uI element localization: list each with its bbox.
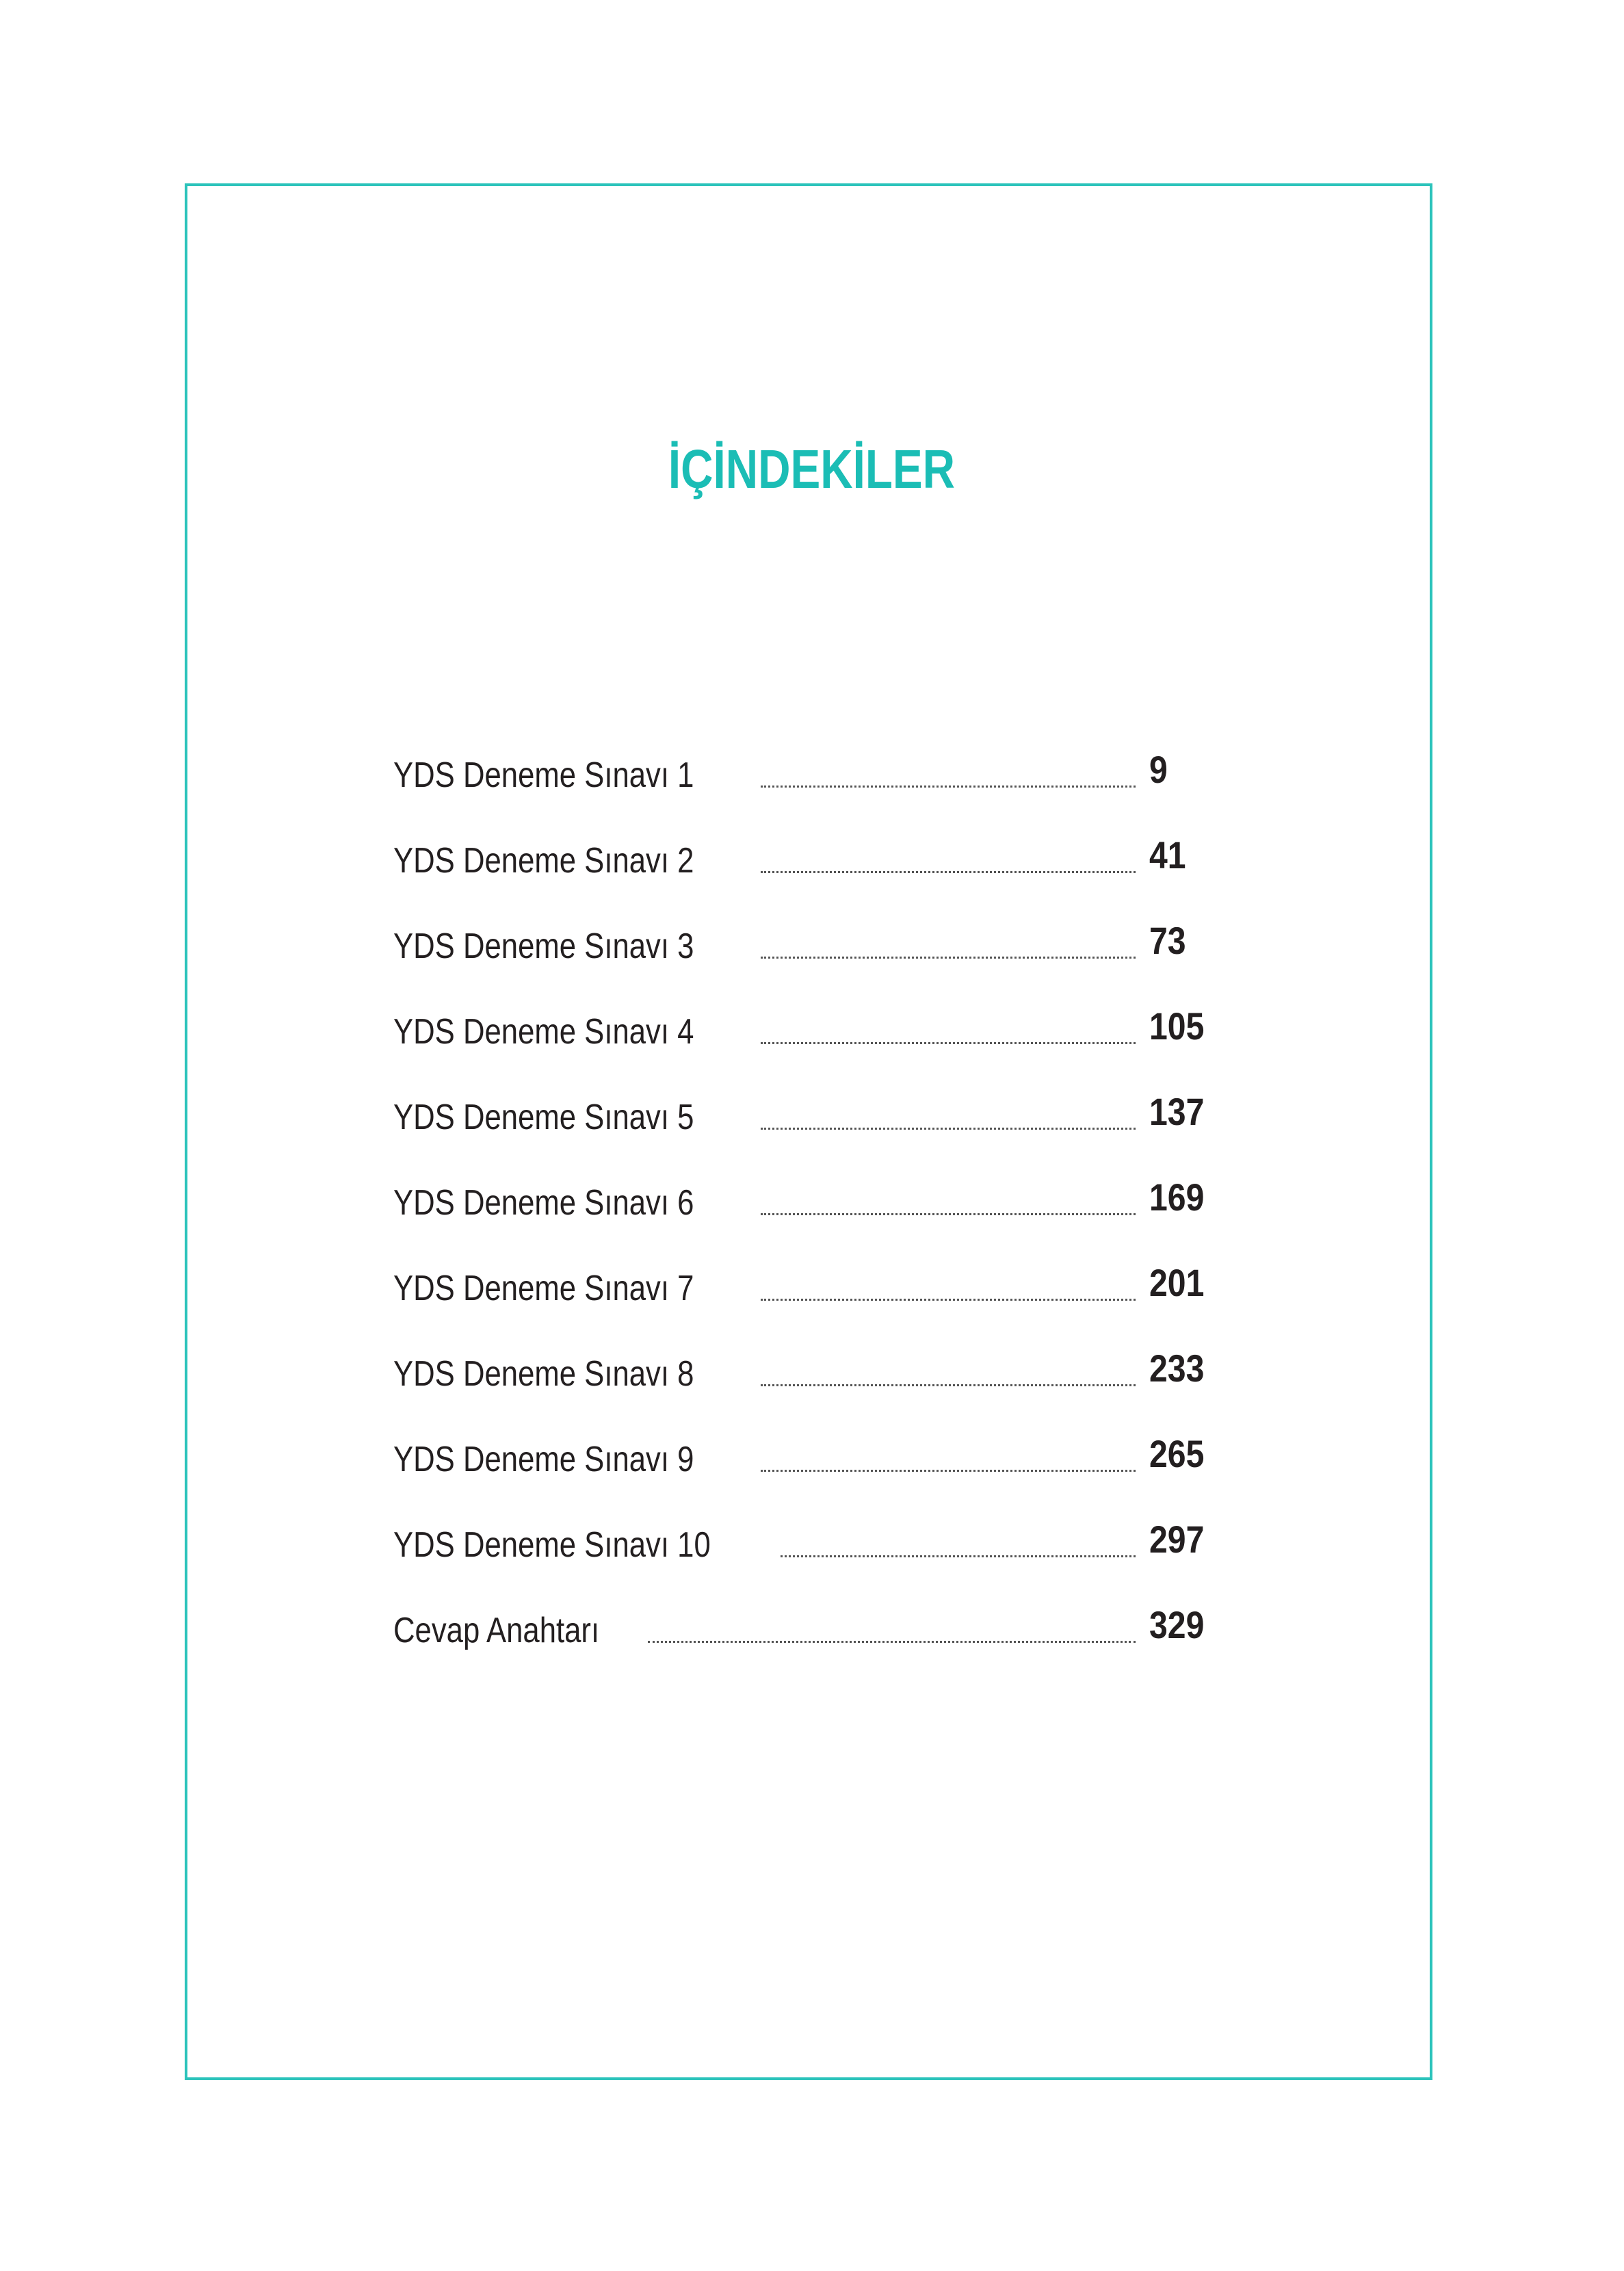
toc-entry-label: YDS Deneme Sınavı 5 xyxy=(393,1098,694,1137)
dot-leader xyxy=(761,957,1136,959)
toc-entry-page: 233 xyxy=(1149,1347,1205,1390)
dot-leader xyxy=(761,1042,1136,1044)
toc-entry[interactable] xyxy=(393,1139,1228,1225)
toc-entry-label: YDS Deneme Sınavı 3 xyxy=(393,926,694,966)
toc-entry-label: Cevap Anahtarı xyxy=(393,1611,600,1650)
toc-entry[interactable] xyxy=(393,1481,1228,1567)
toc-entry-page: 265 xyxy=(1149,1432,1205,1475)
toc-entry-page: 9 xyxy=(1149,748,1168,791)
dot-leader xyxy=(761,786,1136,788)
toc-entry[interactable] xyxy=(393,968,1228,1054)
dot-leader xyxy=(761,1384,1136,1386)
toc-entry[interactable] xyxy=(393,1310,1228,1396)
page-title: İÇİNDEKİLER xyxy=(668,439,956,499)
toc-entry[interactable] xyxy=(393,1567,1228,1652)
toc-entry-label: YDS Deneme Sınavı 1 xyxy=(393,755,694,795)
toc-entry-label: YDS Deneme Sınavı 2 xyxy=(393,841,694,881)
table-of-contents xyxy=(393,712,1228,1652)
toc-entry-label: YDS Deneme Sınavı 7 xyxy=(393,1269,694,1308)
toc-entry-page: 329 xyxy=(1149,1603,1205,1646)
toc-entry-label: YDS Deneme Sınavı 10 xyxy=(393,1525,711,1565)
dot-leader xyxy=(761,871,1136,873)
dot-leader xyxy=(761,1470,1136,1472)
toc-entry[interactable] xyxy=(393,1396,1228,1481)
toc-entry-page: 297 xyxy=(1149,1518,1205,1561)
toc-entry-label: YDS Deneme Sınavı 8 xyxy=(393,1354,694,1394)
toc-entry-page: 137 xyxy=(1149,1090,1205,1133)
toc-entry-page: 73 xyxy=(1149,919,1186,962)
toc-entry-page: 105 xyxy=(1149,1004,1205,1048)
dot-leader xyxy=(761,1299,1136,1301)
toc-entry-label: YDS Deneme Sınavı 6 xyxy=(393,1183,694,1223)
dot-leader xyxy=(648,1641,1136,1643)
toc-entry[interactable] xyxy=(393,712,1228,797)
toc-entry-page: 169 xyxy=(1149,1176,1205,1219)
dot-leader xyxy=(761,1213,1136,1215)
toc-entry-label: YDS Deneme Sınavı 4 xyxy=(393,1012,694,1052)
toc-entry[interactable] xyxy=(393,1054,1228,1139)
toc-entry[interactable] xyxy=(393,797,1228,883)
dot-leader xyxy=(781,1555,1136,1557)
toc-entry-page: 41 xyxy=(1149,833,1186,877)
toc-entry[interactable] xyxy=(393,883,1228,968)
toc-entry-label: YDS Deneme Sınavı 9 xyxy=(393,1440,694,1479)
dot-leader xyxy=(761,1128,1136,1130)
toc-entry-page: 201 xyxy=(1149,1261,1205,1304)
toc-entry[interactable] xyxy=(393,1225,1228,1310)
